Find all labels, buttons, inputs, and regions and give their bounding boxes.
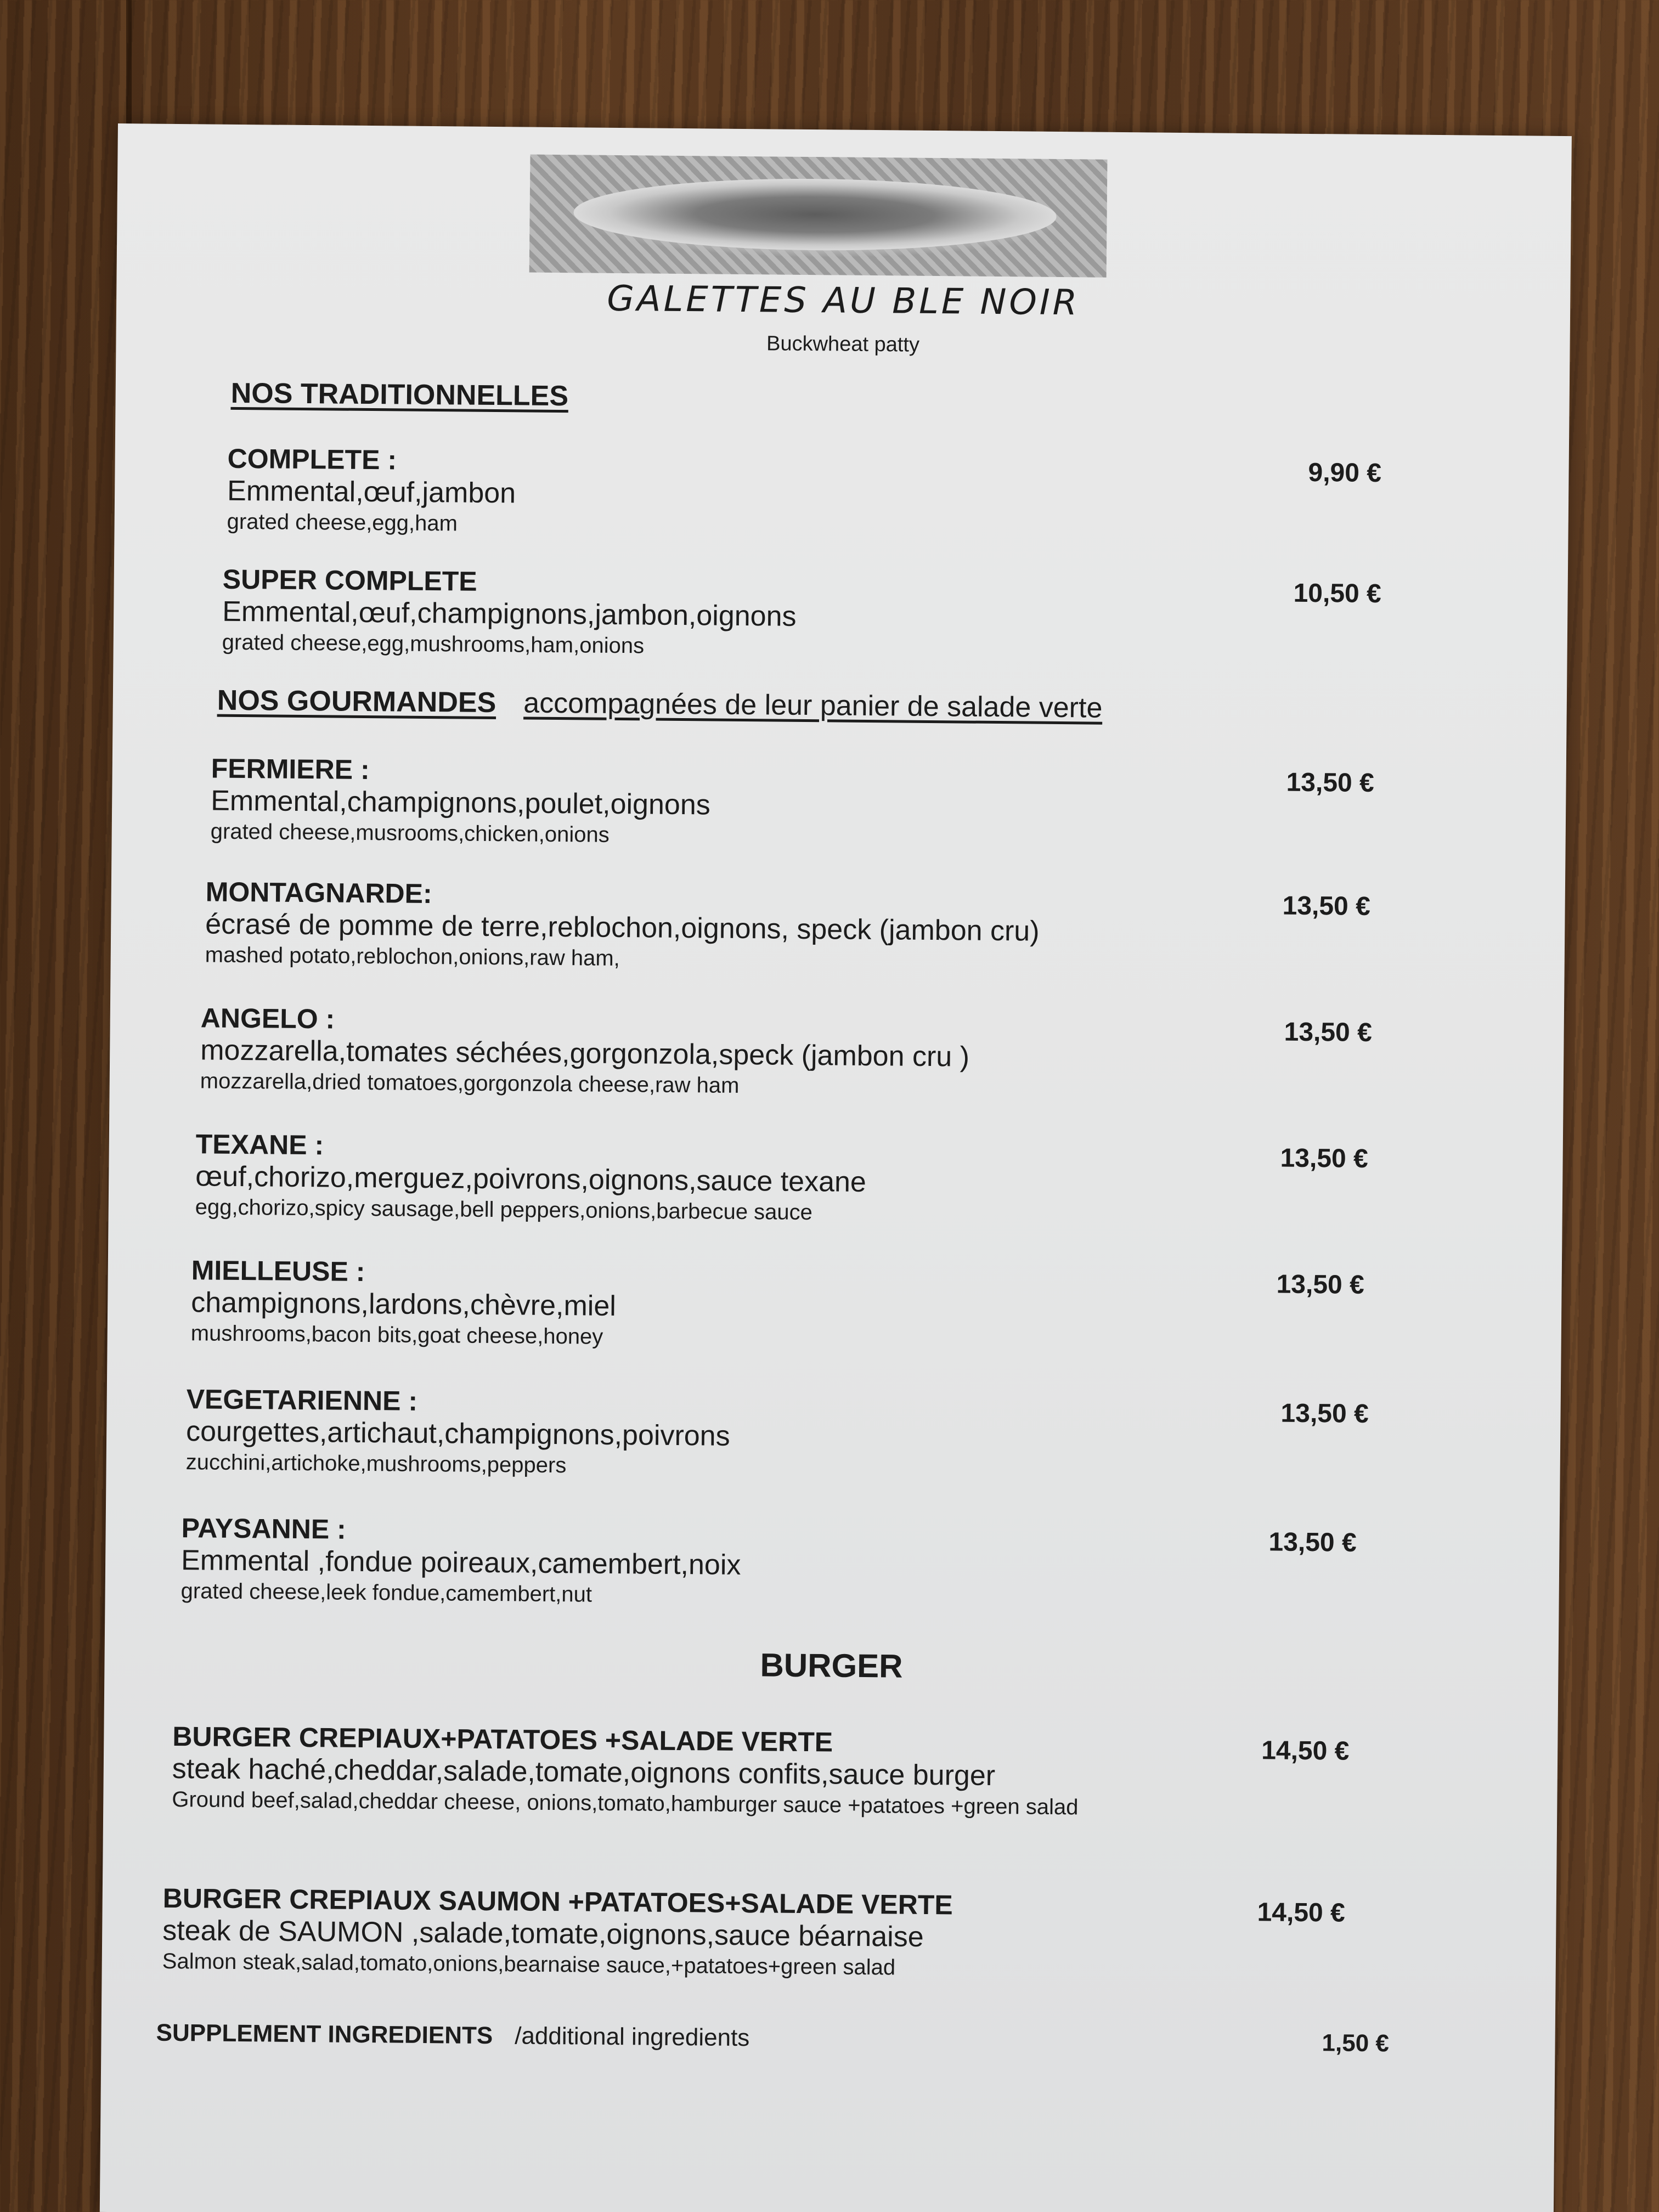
item-price: 13,50 € — [1282, 891, 1371, 921]
item-ingredients-en: grated cheese,egg,ham — [227, 509, 458, 536]
item-price: 13,50 € — [1286, 768, 1374, 798]
section-heading-burger: BURGER — [760, 1646, 903, 1685]
item-ingredients-en: grated cheese,musrooms,chicken,onions — [210, 819, 610, 847]
item-price: 14,50 € — [1257, 1898, 1346, 1928]
menu-item-burger-saumon — [103, 1882, 1556, 1980]
section-title: NOS TRADITIONNELLES — [230, 377, 569, 413]
item-ingredients-en: mashed potato,reblochon,onions,raw ham, — [205, 943, 620, 971]
item-ingredients-en: mozzarella,dried tomatoes,gorgonzola cheese,raw ham — [200, 1069, 740, 1098]
item-ingredients-fr: Emmental,œuf,jambon — [227, 475, 516, 510]
menu-item-fermiere — [112, 752, 1566, 847]
item-name: TEXANE : — [195, 1128, 324, 1161]
item-name: PAYSANNE : — [181, 1513, 346, 1545]
item-name: SUPER COMPLETE — [222, 563, 477, 597]
menu-item-super-complete — [114, 562, 1568, 658]
menu-item-vegetarienne — [107, 1383, 1561, 1478]
item-price: 14,50 € — [1261, 1736, 1350, 1766]
menu-item-montagnarde — [111, 875, 1565, 971]
section-note: accompagnées de leur panier de salade verte — [523, 687, 1103, 724]
item-price: 10,50 € — [1293, 578, 1381, 609]
menu-item-texane — [109, 1127, 1563, 1225]
item-name: FERMIERE : — [211, 753, 370, 786]
supplement-line — [156, 2019, 1500, 2058]
item-ingredients-en: grated cheese,egg,mushrooms,ham,onions — [222, 630, 645, 658]
menu-item-mielleuse — [108, 1254, 1562, 1349]
galette-plate-shape — [573, 177, 1057, 252]
item-ingredients-fr: Emmental,champignons,poulet,oignons — [210, 785, 711, 821]
galette-photo — [529, 155, 1108, 278]
menu-item-complete — [115, 442, 1569, 536]
item-ingredients-en: Salmon steak,salad,tomato,onions,bearnaise sauce,+patatoes+green salad — [162, 1949, 896, 1980]
item-price: 9,90 € — [1308, 458, 1382, 488]
menu-title: GALETTES AU BLE NOIR — [606, 278, 1080, 324]
menu-item-paysanne — [106, 1511, 1560, 1607]
item-ingredients-fr: courgettes,artichaut,champignons,poivrons — [185, 1415, 730, 1452]
item-ingredients-fr: Emmental,œuf,champignons,jambon,oignons — [222, 595, 797, 633]
item-ingredients-en: grated cheese,leek fondue,camembert,nut — [180, 1579, 592, 1607]
item-name: BURGER CREPIAUX SAUMON +PATATOES+SALADE VERTE — [162, 1882, 953, 1921]
item-name: ANGELO : — [200, 1002, 335, 1035]
supplement-price: 1,50 € — [1322, 2029, 1390, 2057]
item-name: VEGETARIENNE : — [186, 1384, 418, 1417]
menu-subtitle: Buckwheat patty — [766, 332, 920, 357]
item-ingredients-fr: œuf,chorizo,merguez,poivrons,oignons,sauce texane — [195, 1160, 867, 1198]
menu-sheet — [100, 123, 1572, 2212]
item-price: 13,50 € — [1280, 1143, 1369, 1173]
item-name: MIELLEUSE : — [191, 1255, 365, 1288]
section-title: NOS GOURMANDES — [217, 684, 496, 719]
section-heading-gourmandes — [217, 684, 1103, 725]
item-ingredients-en: Ground beef,salad,cheddar cheese, onions,tomato,hamburger sauce +patatoes +green salad — [172, 1787, 1079, 1820]
supplement-label: SUPPLEMENT INGREDIENTS — [156, 2019, 493, 2050]
item-price: 13,50 € — [1280, 1398, 1369, 1429]
item-name: BURGER CREPIAUX+PATATOES +SALADE VERTE — [172, 1720, 833, 1758]
item-ingredients-fr: champignons,lardons,chèvre,miel — [190, 1286, 617, 1323]
item-ingredients-en: egg,chorizo,spicy sausage,bell peppers,onions,barbecue sauce — [195, 1195, 813, 1225]
item-name: COMPLETE : — [227, 443, 397, 476]
item-ingredients-fr: écrasé de pomme de terre,reblochon,oignons, speck (jambon cru) — [205, 908, 1040, 947]
section-heading-traditionnelles — [230, 377, 568, 413]
item-ingredients-fr: mozzarella,tomates séchées,gorgonzola,speck (jambon cru ) — [200, 1034, 970, 1073]
item-price: 13,50 € — [1268, 1527, 1357, 1558]
item-ingredients-en: mushrooms,bacon bits,goat cheese,honey — [190, 1321, 603, 1349]
supplement-note: /additional ingredients — [515, 2022, 750, 2052]
item-price: 13,50 € — [1284, 1017, 1373, 1048]
item-name: MONTAGNARDE: — [205, 876, 432, 910]
item-ingredients-fr: steak haché,cheddar,salade,tomate,oignons confits,sauce burger — [172, 1752, 996, 1792]
item-ingredients-en: zucchini,artichoke,mushrooms,peppers — [185, 1450, 567, 1478]
menu-item-burger-crepiaux — [104, 1720, 1558, 1820]
menu-item-angelo — [110, 1001, 1564, 1098]
item-ingredients-fr: Emmental ,fondue poireaux,camembert,noix — [180, 1544, 741, 1582]
item-ingredients-fr: steak de SAUMON ,salade,tomate,oignons,sauce béarnaise — [162, 1914, 924, 1953]
item-price: 13,50 € — [1276, 1269, 1364, 1300]
